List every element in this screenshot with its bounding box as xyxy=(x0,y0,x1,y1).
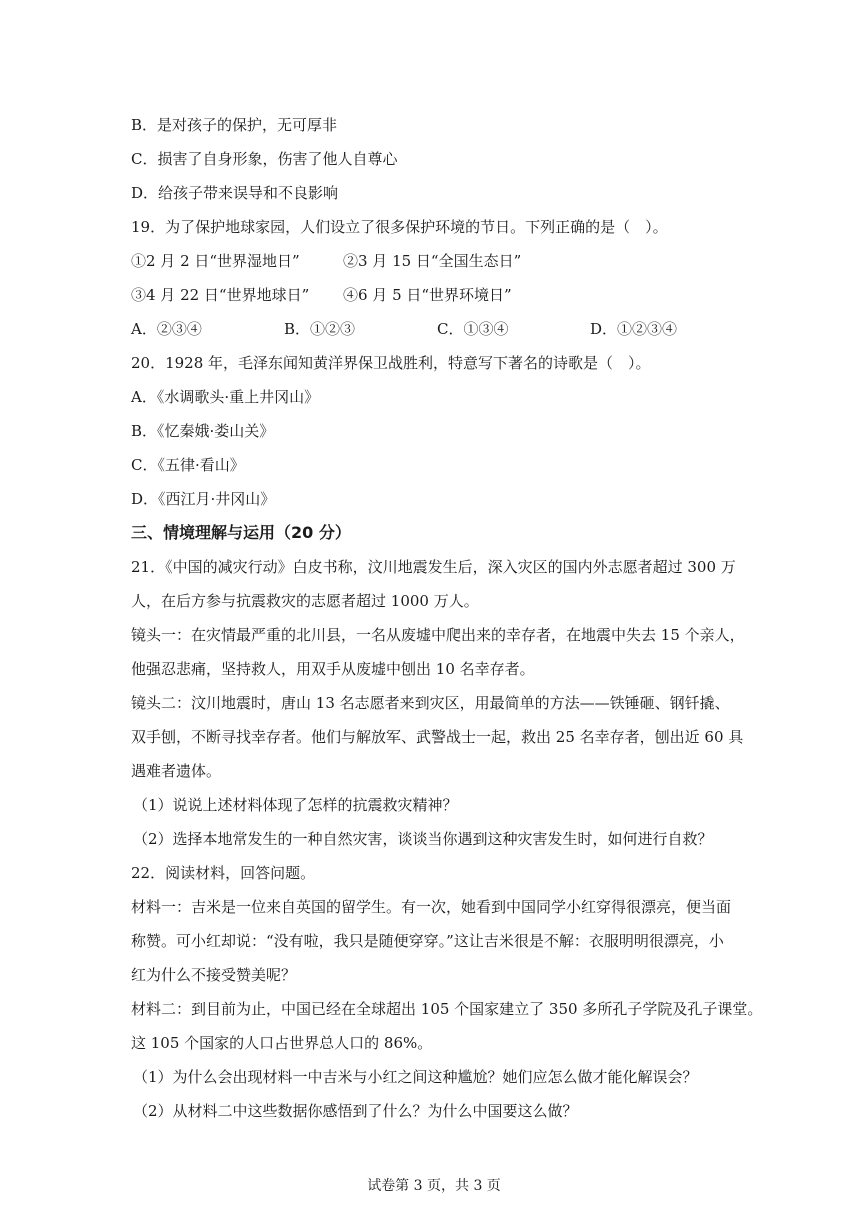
q21-subquestion-2: （2）选择本地常发生的一种自然灾害，谈谈当你遇到这种灾害发生时，如何进行自救？ xyxy=(133,830,713,848)
q21-subquestion-1: （1）说说上述材料体现了怎样的抗震救灾精神？ xyxy=(133,796,458,814)
q20-option-a: A．《水调歌头·重上井冈山》 xyxy=(131,388,320,406)
q19-choice-d: D．①②③④ xyxy=(590,320,678,338)
q21-shot2-line-2: 双手刨，不断寻找幸存者。他们与解放军、武警战士一起，救出 25 名幸存者，刨出近 60 具 xyxy=(131,728,744,746)
q18-option-d: D．给孩子带来误导和不良影响 xyxy=(131,184,339,202)
q21-shot1-line-1: 镜头一：在灾情最严重的北川县，一名从废墟中爬出来的幸存者，在地震中失去 15 个亲人， xyxy=(131,626,745,644)
q19-choice-a: A．②③④ xyxy=(131,320,202,338)
q20-option-c: C．《五律·看山》 xyxy=(131,456,245,474)
q22-material1-line-3: 红为什么不接受赞美呢？ xyxy=(131,966,297,984)
q19-item-1: ①2 月 2 日“世界湿地日” xyxy=(131,252,300,270)
q22-material1-line-1: 材料一：吉米是一位来自英国的留学生。有一次，她看到中国同学小红穿得很漂亮，便当面 xyxy=(131,898,732,916)
q21-shot2-line-1: 镜头二：汶川地震时，唐山 13 名志愿者来到灾区，用最简单的方法——铁锤砸、钢钎撬、 xyxy=(131,694,730,712)
q19-items-row-1 xyxy=(131,244,751,278)
q18-option-c: C．损害了自身形象，伤害了他人自尊心 xyxy=(131,150,398,168)
q19-item-3: ③4 月 22 日“世界地球日” xyxy=(131,286,310,304)
q19-item-2: ②3 月 15 日“全国生态日” xyxy=(343,252,522,270)
q21-shot1-line-2: 他强忍悲痛，坚持救人，用双手从废墟中刨出 10 名幸存者。 xyxy=(131,660,535,678)
q19-choice-b: B．①②③ xyxy=(284,320,356,338)
q20-stem: 20．1928 年，毛泽东闻知黄洋界保卫战胜利，特意写下著名的诗歌是（ ）。 xyxy=(131,354,651,372)
q21-intro-line-2: 人，在后方参与抗震救灾的志愿者超过 1000 万人。 xyxy=(131,592,479,610)
q19-choices xyxy=(131,312,751,346)
q20-option-b: B．《忆秦娥·娄山关》 xyxy=(131,422,275,440)
q22-stem: 22．阅读材料，回答问题。 xyxy=(131,864,316,882)
q21-shot2-line-3: 遇难者遗体。 xyxy=(131,762,222,780)
page-footer: 试卷第 3 页，共 3 页 xyxy=(367,1178,501,1194)
q19-stem: 19．为了保护地球家园，人们设立了很多保护环境的节日。下列正确的是（ ）。 xyxy=(131,218,668,236)
q22-material2-line-2: 这 105 个国家的人口占世界总人口的 86%。 xyxy=(131,1034,433,1052)
q22-material2-line-1: 材料二：到目前为止，中国已经在全球超出 105 个国家建立了 350 多所孔子学院及孔子课堂。 xyxy=(131,1000,763,1018)
q20-option-d: D．《西江月·井冈山》 xyxy=(131,490,276,508)
q22-subquestion-1: （1）为什么会出现材料一中吉米与小红之间这种尴尬？她们应怎么做才能化解误会？ xyxy=(133,1068,698,1086)
q21-intro-line-1: 21．《中国的减灾行动》白皮书称，汶川地震发生后，深入灾区的国内外志愿者超过 300 万 xyxy=(131,558,736,576)
section-3-title: 三、情境理解与运用（20 分） xyxy=(131,523,351,542)
page-content xyxy=(131,108,763,1128)
q19-choice-c: C．①③④ xyxy=(437,320,509,338)
q18-option-b: B．是对孩子的保护，无可厚非 xyxy=(131,116,338,134)
q19-items-row-2 xyxy=(131,278,751,312)
q22-subquestion-2: （2）从材料二中这些数据你感悟到了什么？为什么中国要这么做？ xyxy=(133,1102,578,1120)
q22-material1-line-2: 称赞。可小红却说：“没有啦，我只是随便穿穿。”这让吉米很是不解：衣服明明很漂亮，小 xyxy=(131,932,724,950)
q19-item-4: ④6 月 5 日“世界环境日” xyxy=(343,286,512,304)
